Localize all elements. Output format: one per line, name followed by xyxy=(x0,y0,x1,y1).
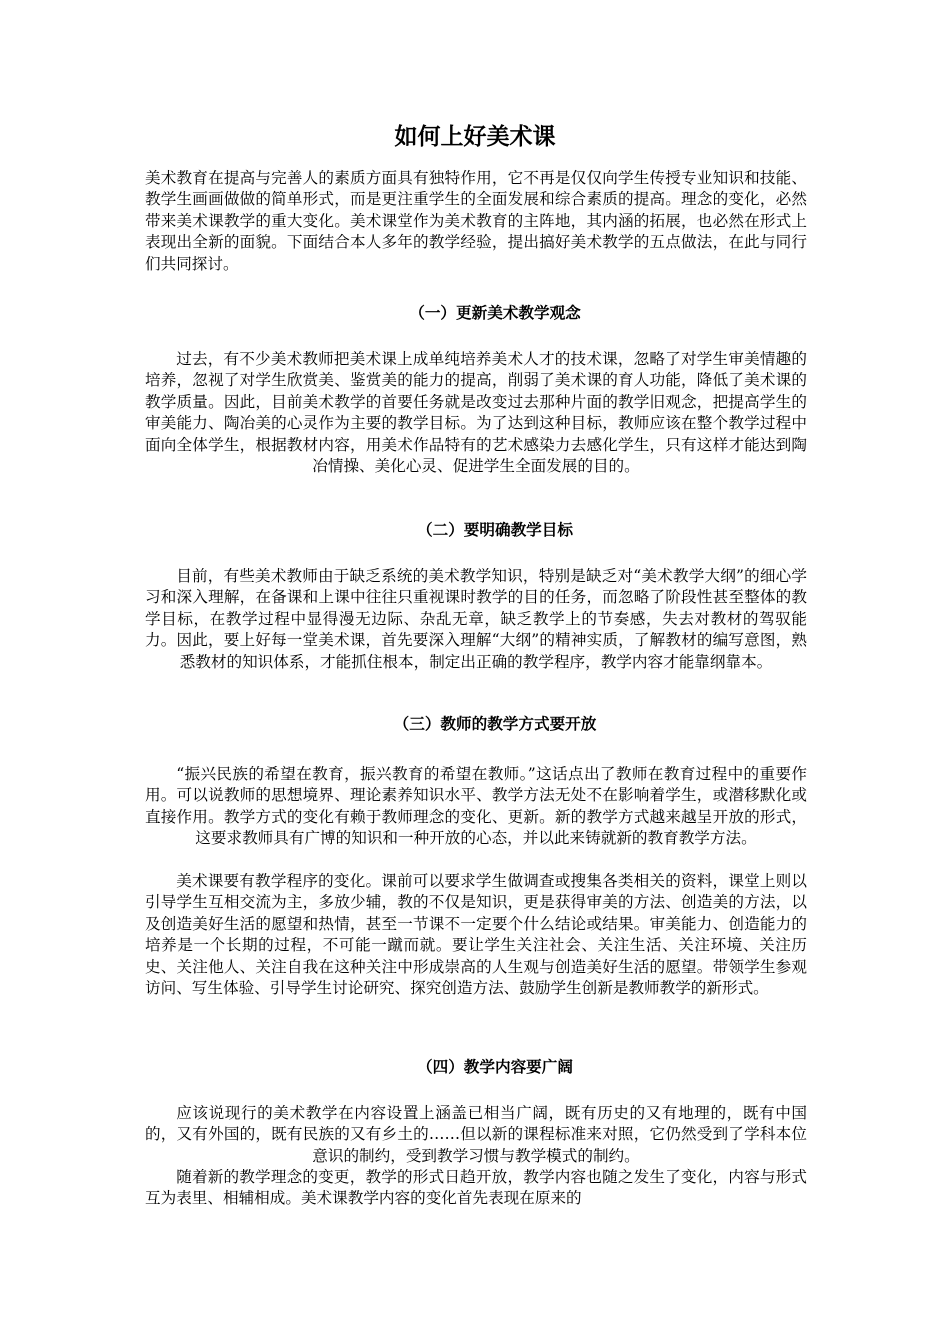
section-1-heading: （一）更新美术教学观念 xyxy=(409,303,581,322)
section-3-paragraph-1: “振兴民族的希望在教育，振兴教育的希望在教师。”这话点出了教师在教育过程中的重要作用。可以说教师的思想境界、理论素养知识水平、教学方法无处不在影响着学生，或潜移默化或直接作用。教学方式的变化有赖于教师理念的变化、更新。新的教学方式越来越呈开放的形式，这要求教师具有广博的知识和一种开放的心态，并以此来铸就新的教育教学方法。 xyxy=(145,765,807,848)
section-2-paragraph-1: 目前，有些美术教师由于缺乏系统的美术教学知识，特别是缺乏对“美术教学大纲”的细心学习和深入理解，在备课和上课中往往只重视课时教学的目的任务，而忽略了阶段性甚至整体的教学目标，在教学过程中显得漫无边际、杂乱无章，缺乏教学上的节奏感，失去对教材的驾驭能力。因此，要上好每一堂美术课，首先要深入理解“大纲”的精神实质，了解教材的编写意图，熟悉教材的知识体系，才能抓住根本，制定出正确的教学程序，教学内容才能靠纲靠本。 xyxy=(145,567,807,671)
section-4-paragraph-2: 随着新的教学理念的变更，教学的形式日趋开放，教学内容也随之发生了变化，内容与形式互为表里、相辅相成。美术课教学内容的变化首先表现在原来的 xyxy=(145,1168,807,1208)
section-2-heading: （二）要明确教学目标 xyxy=(417,520,573,539)
section-3-heading: （三）教师的教学方式要开放 xyxy=(393,714,597,733)
intro-paragraph: 美术教育在提高与完善人的素质方面具有独特作用，它不再是仅仅向学生传授专业知识和技能、教学生画画做做的简单形式，而是更注重学生的全面发展和综合素质的提高。理念的变化，必然带来美术课教学的重大变化。美术课堂作为美术教育的主阵地，其内涵的拓展，也必然在形式上表现出全新的面貌。下面结合本人多年的教学经验，提出搞好美术教学的五点做法，在此与同行们共同探讨。 xyxy=(145,169,807,273)
document-title: 如何上好美术课 xyxy=(394,123,556,150)
section-4-heading: （四）教学内容要广阔 xyxy=(417,1057,573,1076)
section-4-paragraph-1: 应该说现行的美术教学在内容设置上涵盖已相当广阔，既有历史的又有地理的，既有中国的，又有外国的，既有民族的又有乡土的……但以新的课程标准来对照，它仍然受到了学科本位意识的制约，受到教学习惯与教学模式的制约。 xyxy=(145,1104,807,1165)
section-1-paragraph-1: 过去，有不少美术教师把美术课上成单纯培养美术人才的技术课，忽略了对学生审美情趣的培养，忽视了对学生欣赏美、鉴赏美的能力的提高，削弱了美术课的育人功能，降低了美术课的教学质量。因此，目前美术教学的首要任务就是改变过去那种片面的教学旧观念，把提高学生的审美能力、陶冶美的心灵作为主要的教学目标。为了达到这种目标，教师应该在整个教学过程中面向全体学生，根据教材内容，用美术作品特有的艺术感染力去感化学生，只有这样才能达到陶冶情操、美化心灵、促进学生全面发展的目的。 xyxy=(145,350,807,476)
section-3-paragraph-2: 美术课要有教学程序的变化。课前可以要求学生做调查或搜集各类相关的资料，课堂上则以引导学生互相交流为主，多放少辅，教的不仅是知识，更是获得审美的方法、创造美的方法，以及创造美好生活的愿望和热情，甚至一节课不一定要个什么结论或结果。审美能力、创造能力的培养是一个长期的过程，不可能一蹴而就。要让学生关注社会、关注生活、关注环境、关注历史、关注他人、关注自我在这种关注中形成崇高的人生观与创造美好生活的愿望。带领学生参观访问、写生体验、引导学生讨论研究、探究创造方法、鼓励学生创新是教师教学的新形式。 xyxy=(145,872,807,998)
